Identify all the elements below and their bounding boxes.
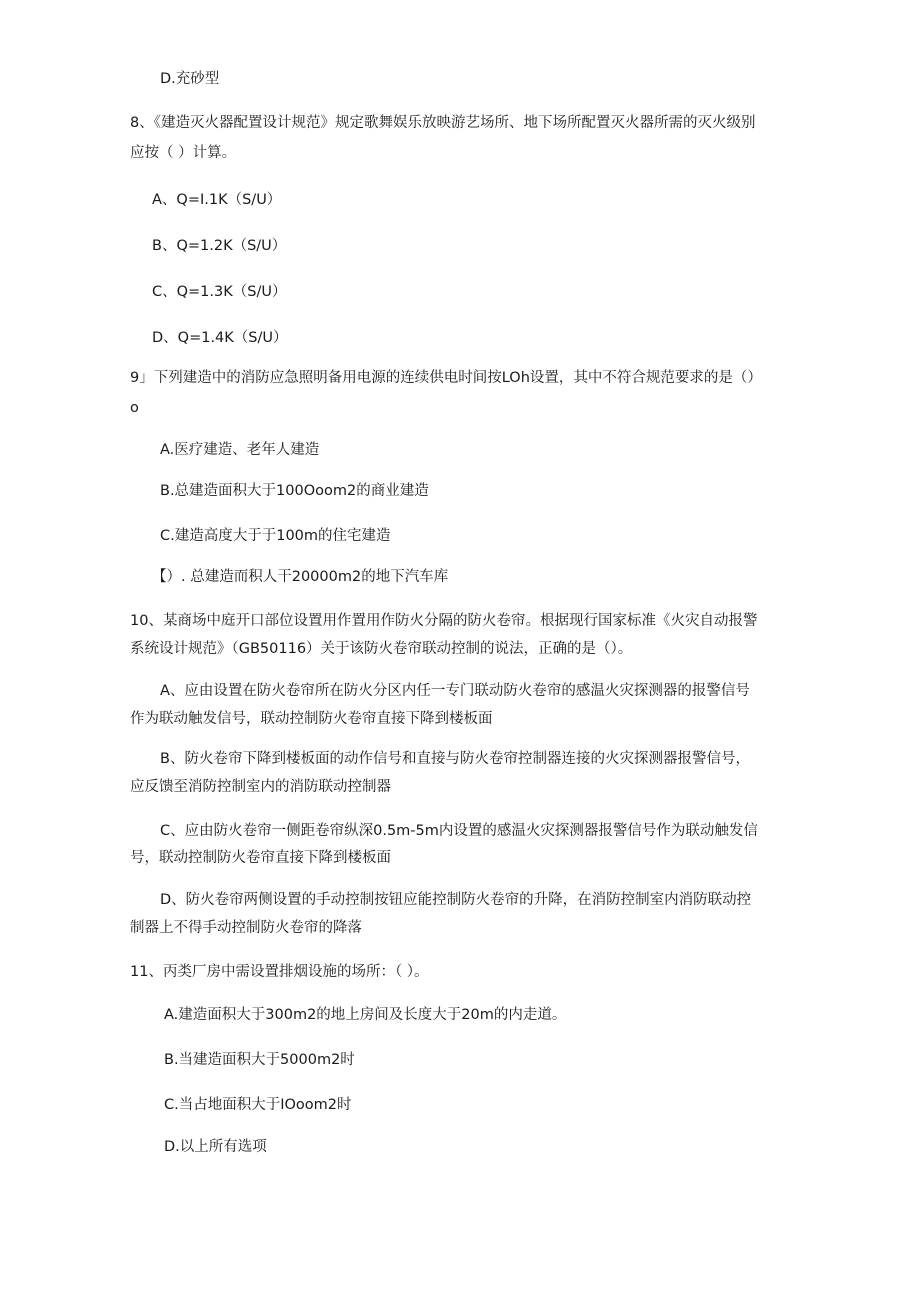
q9-option-a: A.医疗建造、老年人建造 xyxy=(160,442,320,458)
q10-option-b-line2: 应反馈至消防控制室内的消防联动控制器 xyxy=(130,779,391,795)
q11-stem: 11、丙类厂房中需设置排烟设施的场所：（ ）。 xyxy=(130,964,429,980)
q9-option-d: 【）. 总建造而积人干20000m2的地下汽车库 xyxy=(152,569,449,585)
q10-option-b-line1: B、防火卷帘下降到楼板面的动作信号和直接与防火卷帘控制器连接的火灾探测器报警信号， xyxy=(160,751,750,767)
q10-option-c-line1: C、应由防火卷帘一侧距卷帘纵深0.5m-5m内设置的感温火灾探测器报警信号作为联动触发信 xyxy=(160,823,758,839)
q11-option-b: B.当建造面积大于5000m2时 xyxy=(164,1052,355,1068)
q9-stem-line2: o xyxy=(130,400,139,416)
q11-option-a: A.建造面积大于300m2的地上房间及长度大于20m的内走道。 xyxy=(164,1007,567,1023)
q9-option-b: B.总建造面积大于100Ooom2的商业建造 xyxy=(160,483,429,499)
q8-option-b: B、Q=1.2K（S/U） xyxy=(152,238,287,254)
q10-option-d-line2: 制器上不得手动控制防火卷帘的降落 xyxy=(130,920,362,936)
q9-option-c: C.建造高度大于于100m的住宅建造 xyxy=(160,528,391,544)
q8-stem-line2: 应按（ ）计算。 xyxy=(130,145,237,161)
q7-option-d: D.充砂型 xyxy=(160,71,220,87)
q8-option-d: D、Q=1.4K（S/U） xyxy=(152,330,288,346)
q11-option-c: C.当占地面积大于IOoom2时 xyxy=(164,1097,352,1113)
q10-option-a-line1: A、应由设置在防火卷帘所在防火分区内任一专门联动防火卷帘的感温火灾探测器的报警信号 xyxy=(160,683,750,699)
q10-option-a-line2: 作为联动触发信号，联动控制防火卷帘直接下降到楼板面 xyxy=(130,711,493,727)
q8-option-a: A、Q=I.1K（S/U） xyxy=(152,192,282,208)
q8-stem-line1: 8、《建造灭火器配置设计规范》规定歌舞娱乐放映游艺场所、地下场所配置灭火器所需的灭火级别 xyxy=(130,115,756,131)
q10-option-d-line1: D、防火卷帘两侧设置的手动控制按钮应能控制防火卷帘的升降，在消防控制室内消防联动控 xyxy=(160,892,752,908)
q8-option-c: C、Q=1.3K（S/U） xyxy=(152,284,287,300)
q10-option-c-line2: 号，联动控制防火卷帘直接下降到楼板面 xyxy=(130,850,391,866)
q10-stem-line1: 10、某商场中庭开口部位设置用作置用作防火分隔的防火卷帘。根据现行国家标准《火灾自动报警 xyxy=(130,613,758,629)
q10-stem-line2: 系统设计规范》（GB50116）关于该防火卷帘联动控制的说法，正确的是（）。 xyxy=(130,641,633,657)
q11-option-d: D.以上所有选项 xyxy=(164,1139,267,1155)
q9-stem-line1: 9」下列建造中的消防应急照明备用电源的连续供电时间按LOh设置，其中不符合规范要求的是（） xyxy=(130,370,762,386)
